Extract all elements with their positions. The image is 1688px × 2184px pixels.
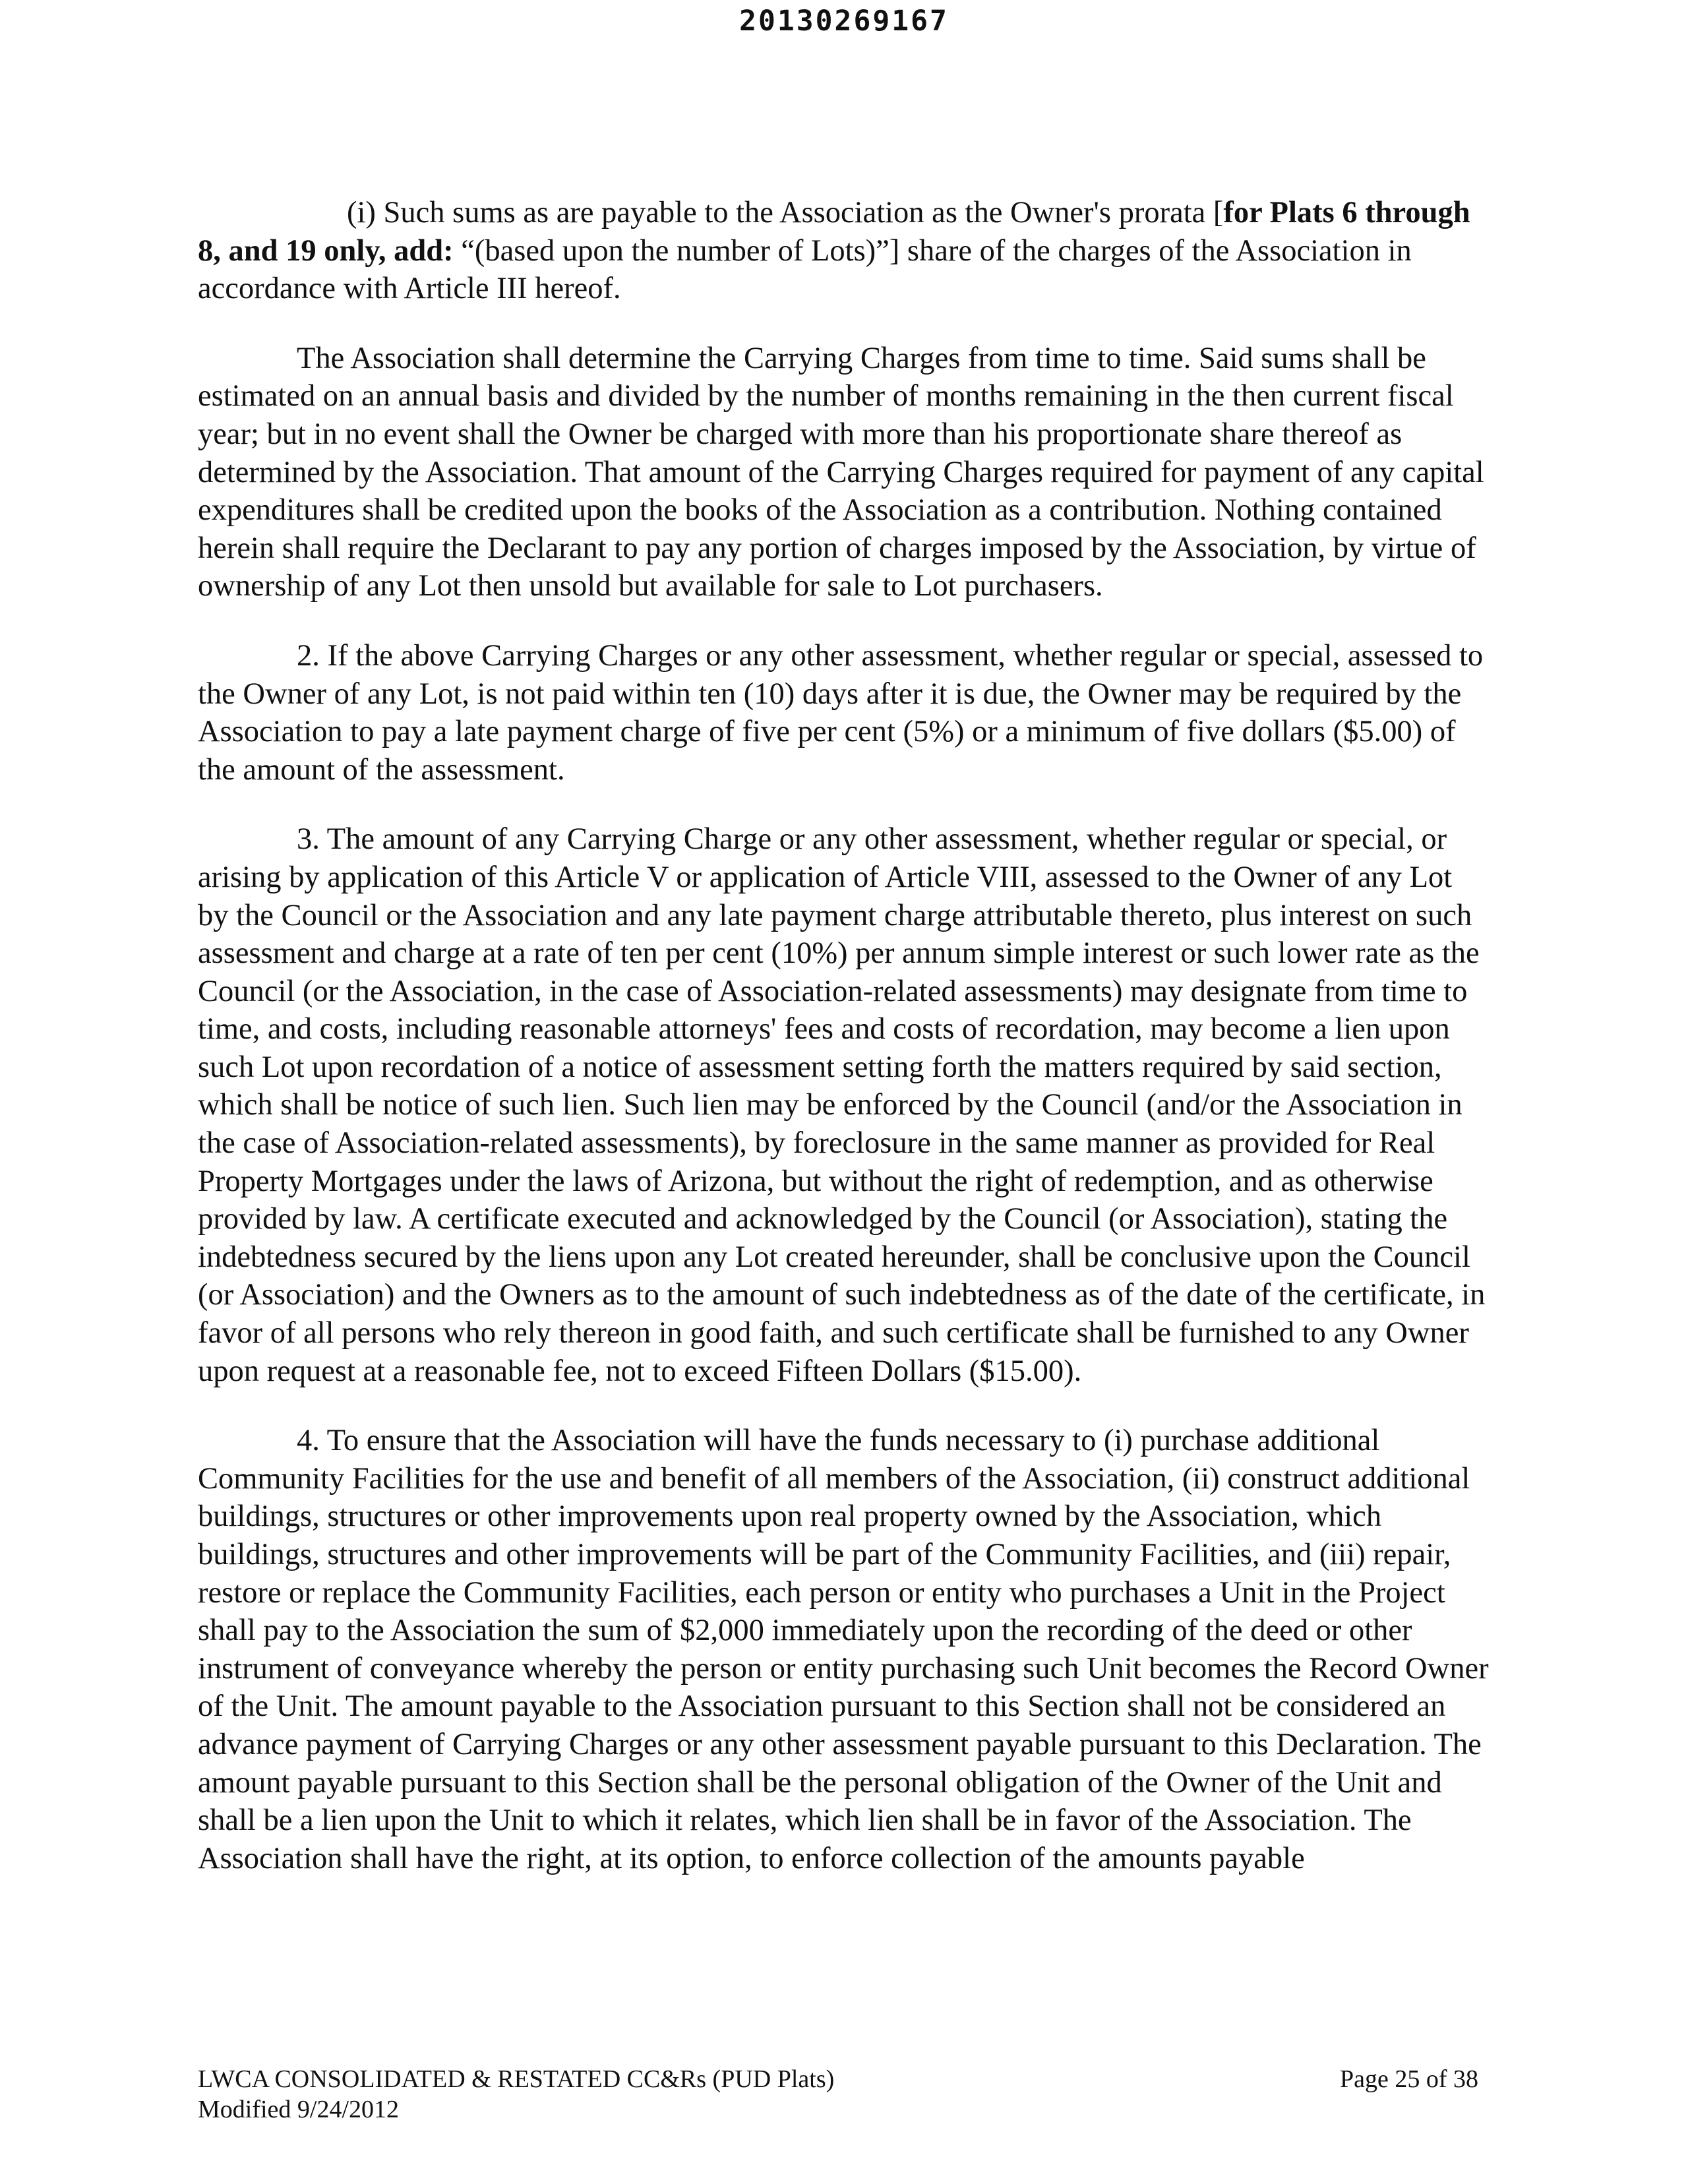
paragraph-4: 4. To ensure that the Association will have the funds necessary to (i) purchase additional Community Facilities for the use and benefit of all members of the Association, (ii) construct additional buildings, structures or other improvements upon real property owned by the Association, which buildings, structures and other improvements will be part of the Community Facilities, and (iii) repair, restore or replace the Community Facilities, each person or entity who purchases a Unit in the Project shall pay to the Association the sum of $2,000 immediately upon the recording of the deed or other instrument of conveyance whereby the person or entity purchasing such Unit becomes the Record Owner of the Unit. The amount payable to the Association pursuant to this Section shall not be considered an advance payment of Carrying Charges or any other assessment payable pursuant to this Declaration. The amount payable pursuant to this Section shall be the personal obligation of the Owner of the Unit and shall be a lien upon the Unit to which it relates, which lien shall be in favor of the Association. The Association shall have the right, at its option, to enforce collection of the amounts payable — [198, 1424, 1489, 1875]
page-footer — [198, 2064, 1478, 2125]
paragraph-i-tail: “(based upon the number of Lots)”] share of the charges of the Association in accordance with Article III hereof. — [198, 233, 1412, 306]
paragraph-i-lead: (i) Such sums as are payable to the Association as the Owner's prorata [ — [347, 196, 1224, 229]
recording-number: 20130269167 — [739, 5, 949, 38]
paragraph-i-bold-note: for Plats 6 through 8, and 19 only, add: — [198, 196, 1470, 268]
footer-page-number: Page 25 of 38 — [1339, 2065, 1478, 2093]
footer-modified-date: Modified 9/24/2012 — [198, 2096, 400, 2123]
paragraph-i — [198, 194, 1490, 308]
document-body — [198, 194, 1490, 1909]
paragraph-3: 3. The amount of any Carrying Charge or any other assessment, whether regular or special, or arising by application of this Article V or application of Article VIII, assessed to the Owner of any Lot by the Council or the Association and any late payment charge attributable thereto, plus interest on such assessment and charge at a rate of ten per cent (10%) per annum simple interest or such lower rate as the Council (or the Association, in the case of Association-related assessments) may designate from time to time, and costs, including reasonable attorneys' fees and costs of recordation, may become a lien upon such Lot upon recordation of a notice of assessment setting forth the matters required by said section, which shall be notice of such lien. Such lien may be enforced by the Council (and/or the Association in the case of Association-related assessments), by foreclosure in the same manner as provided for Real Property Mortgages under the laws of Arizona, but without the right of redemption, and as otherwise provided by law. A certificate executed and acknowledged by the Council (or Association), stating the indebtedness secured by the liens upon any Lot created hereunder, shall be conclusive upon the Council (or Association) and the Owners as to the amount of such indebtedness as of the date of the certificate, in favor of all persons who rely thereon in good faith, and such certificate shall be furnished to any Owner upon request at a reasonable fee, not to exceed Fifteen Dollars ($15.00). — [198, 822, 1486, 1388]
footer-row — [198, 2064, 1478, 2094]
paragraph-2: 2. If the above Carrying Charges or any other assessment, whether regular or special, assessed to the Owner of any Lot, is not paid within ten (10) days after it is due, the Owner may be required by the Association to pay a late payment charge of five per cent (5%) or a minimum of five dollars ($5.00) of the amount of the assessment. — [198, 638, 1484, 787]
footer-doc-title: LWCA CONSOLIDATED & RESTATED CC&Rs (PUD Plats) — [198, 2065, 835, 2093]
paragraph-carrying-charges: The Association shall determine the Carrying Charges from time to time. Said sums shall be estimated on an annual basis and divided by the number of months remaining in the then current fiscal year; but in no event shall the Owner be charged with more than his proportionate share thereof as determined by the Association. That amount of the Carrying Charges required for payment of any capital expenditures shall be credited upon the books of the Association as a contribution. Nothing contained herein shall require the Declarant to pay any portion of charges imposed by the Association, by virtue of ownership of any Lot then unsold but available for sale to Lot purchasers. — [198, 341, 1484, 603]
